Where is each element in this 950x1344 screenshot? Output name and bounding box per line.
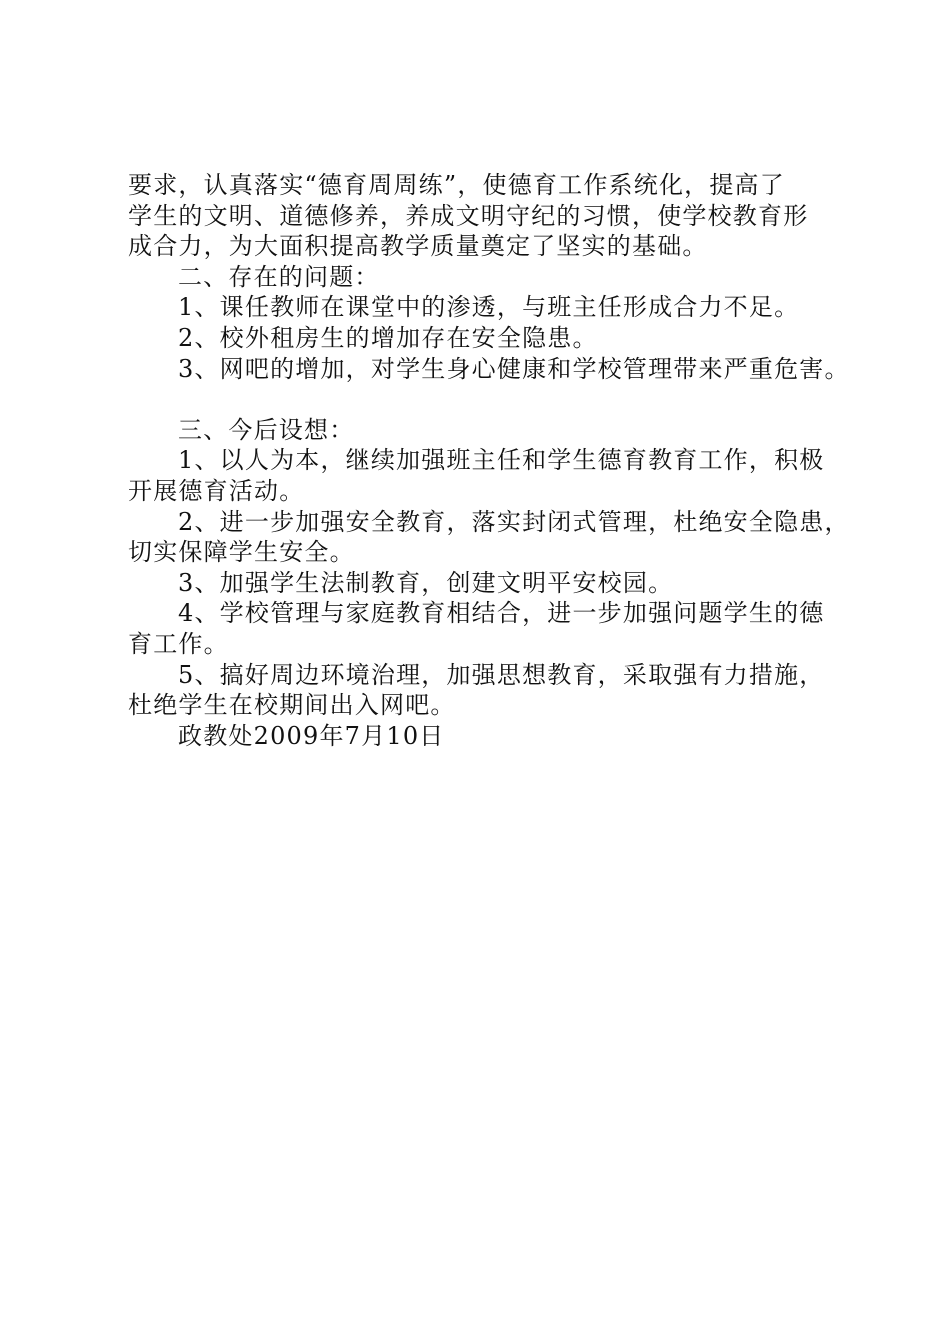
blank-line xyxy=(128,384,848,415)
paragraph-line: 成合力，为大面积提高教学质量奠定了坚实的基础。 xyxy=(128,232,708,261)
document-body xyxy=(128,170,848,751)
list-item: 1、课任教师在课堂中的渗透，与班主任形成合力不足。 xyxy=(178,293,800,322)
list-item: 3、网吧的增加，对学生身心健康和学校管理带来严重危害。 xyxy=(178,354,850,383)
list-item-continuation: 育工作。 xyxy=(128,629,229,658)
section-heading-plans: 三、今后设想： xyxy=(178,415,355,444)
list-item: 2、进一步加强安全教育，落实封闭式管理，杜绝安全隐患， xyxy=(178,507,850,536)
list-item: 2、校外租房生的增加存在安全隐患。 xyxy=(178,323,598,352)
list-item: 4、学校管理与家庭教育相结合，进一步加强问题学生的德 xyxy=(178,599,825,628)
list-item-continuation: 杜绝学生在校期间出入网吧。 xyxy=(128,691,456,720)
list-item-continuation: 切实保障学生安全。 xyxy=(128,538,355,567)
list-item: 1、以人为本，继续加强班主任和学生德育教育工作，积极 xyxy=(178,446,825,475)
paragraph-line: 要求，认真落实“德育周周练”，使德育工作系统化，提高了 xyxy=(128,171,785,199)
list-item-continuation: 开展德育活动。 xyxy=(128,476,305,505)
list-item: 5、搞好周边环境治理，加强思想教育，采取强有力措施， xyxy=(178,660,825,689)
list-item: 3、加强学生法制教育，创建文明平安校园。 xyxy=(178,568,674,597)
signature-date: 政教处2009年7月10日 xyxy=(178,721,445,750)
section-heading-problems: 二、存在的问题： xyxy=(178,262,380,291)
paragraph-line: 学生的文明、道德修养，养成文明守纪的习惯，使学校教育形 xyxy=(128,201,809,230)
